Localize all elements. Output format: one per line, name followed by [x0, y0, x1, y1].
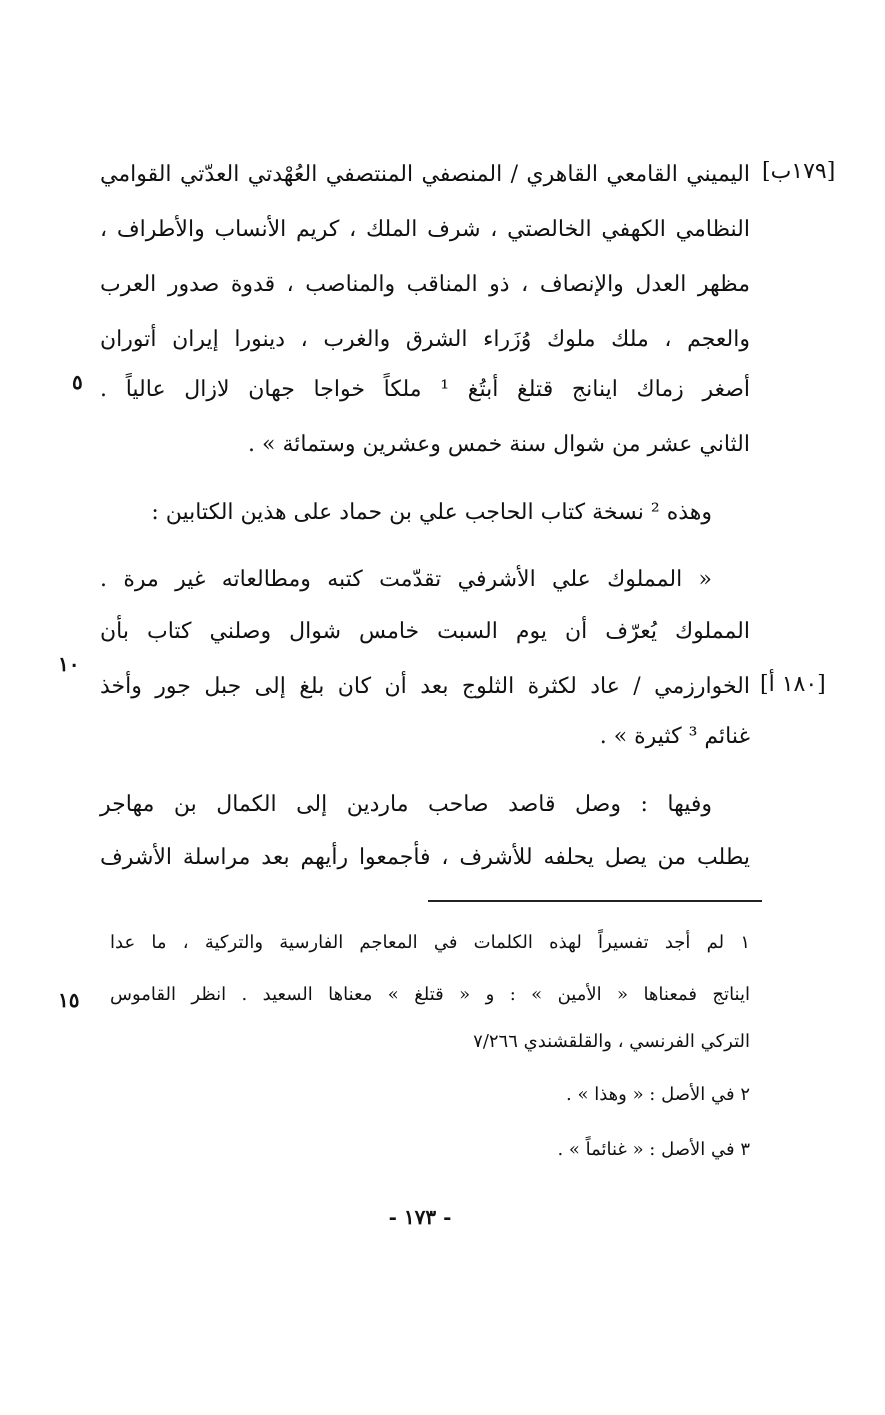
- body-line: النظامي الكهفي الخالصتي ، شرف الملك ، كريم الأنساب والأطراف ،: [100, 217, 750, 242]
- body-line: والعجم ، ملك ملوك وُزَراء الشرق والغرب ، دينورا إيران أتوران: [100, 327, 750, 352]
- line-number-15: ١٥: [58, 988, 80, 1012]
- body-line: مظهر العدل والإنصاف ، ذو المناقب والمناصب ، قدوة صدور العرب: [100, 272, 750, 297]
- body-line: الخوارزمي / عاد لكثرة الثلوج بعد أن كان بلغ إلى جبل جور وأخذ: [100, 674, 750, 699]
- body-line: الثاني عشر من شوال سنة خمس وعشرين وستمائة » .: [248, 432, 750, 457]
- folio-ref-180a: [١٨٠ أ]: [760, 672, 826, 697]
- body-line: أصغر زماك اينانج قتلغ أبتُغ ¹ ملكاً خواجا جهان لازال عالياً .: [100, 377, 751, 402]
- body-line: غنائم ³ كثيرة » .: [599, 724, 750, 749]
- footnote-line: ايناتج فمعناها « الأمين » : و « قتلغ » معناها السعيد . انظر القاموس: [110, 984, 750, 1005]
- footnote-line: التركي الفرنسي ، والقلقشندي ٧/٢٦٦: [473, 1031, 750, 1052]
- body-line: وهذه ² نسخة كتاب الحاجب علي بن حماد على هذين الكتابين :: [151, 500, 712, 525]
- body-line: اليميني القامعي القاهري / المنصفي المنتصفي العُهْدتي العدّتي القوامي: [100, 162, 750, 187]
- body-line: « المملوك علي الأشرفي تقدّمت كتبه ومطالعاته غير مرة .: [100, 567, 712, 592]
- folio-ref-179b: [١٧٩ب]: [762, 159, 836, 184]
- body-line: وفيها : وصل قاصد صاحب ماردين إلى الكمال بن مهاجر: [100, 792, 712, 817]
- footnote-line: ٢ في الأصل : « وهذا » .: [566, 1084, 750, 1105]
- page-number: - ١٧٣ -: [388, 1205, 452, 1229]
- footnote-line: ٣ في الأصل : « غنائماً » .: [557, 1139, 750, 1160]
- line-number-10: ١٠: [58, 652, 80, 676]
- body-line: يطلب من يصل يحلفه للأشرف ، فأجمعوا رأيهم بعد مراسلة الأشرف: [100, 845, 751, 870]
- line-number-5: ٥: [72, 370, 83, 394]
- footnote-rule: [428, 900, 762, 902]
- footnote-line: ١ لم أجد تفسيراً لهذه الكلمات في المعاجم الفارسية والتركية ، ما عدا: [110, 932, 750, 953]
- body-line: المملوك يُعرّف أن يوم السبت خامس شوال وصلني كتاب بأن: [100, 619, 750, 644]
